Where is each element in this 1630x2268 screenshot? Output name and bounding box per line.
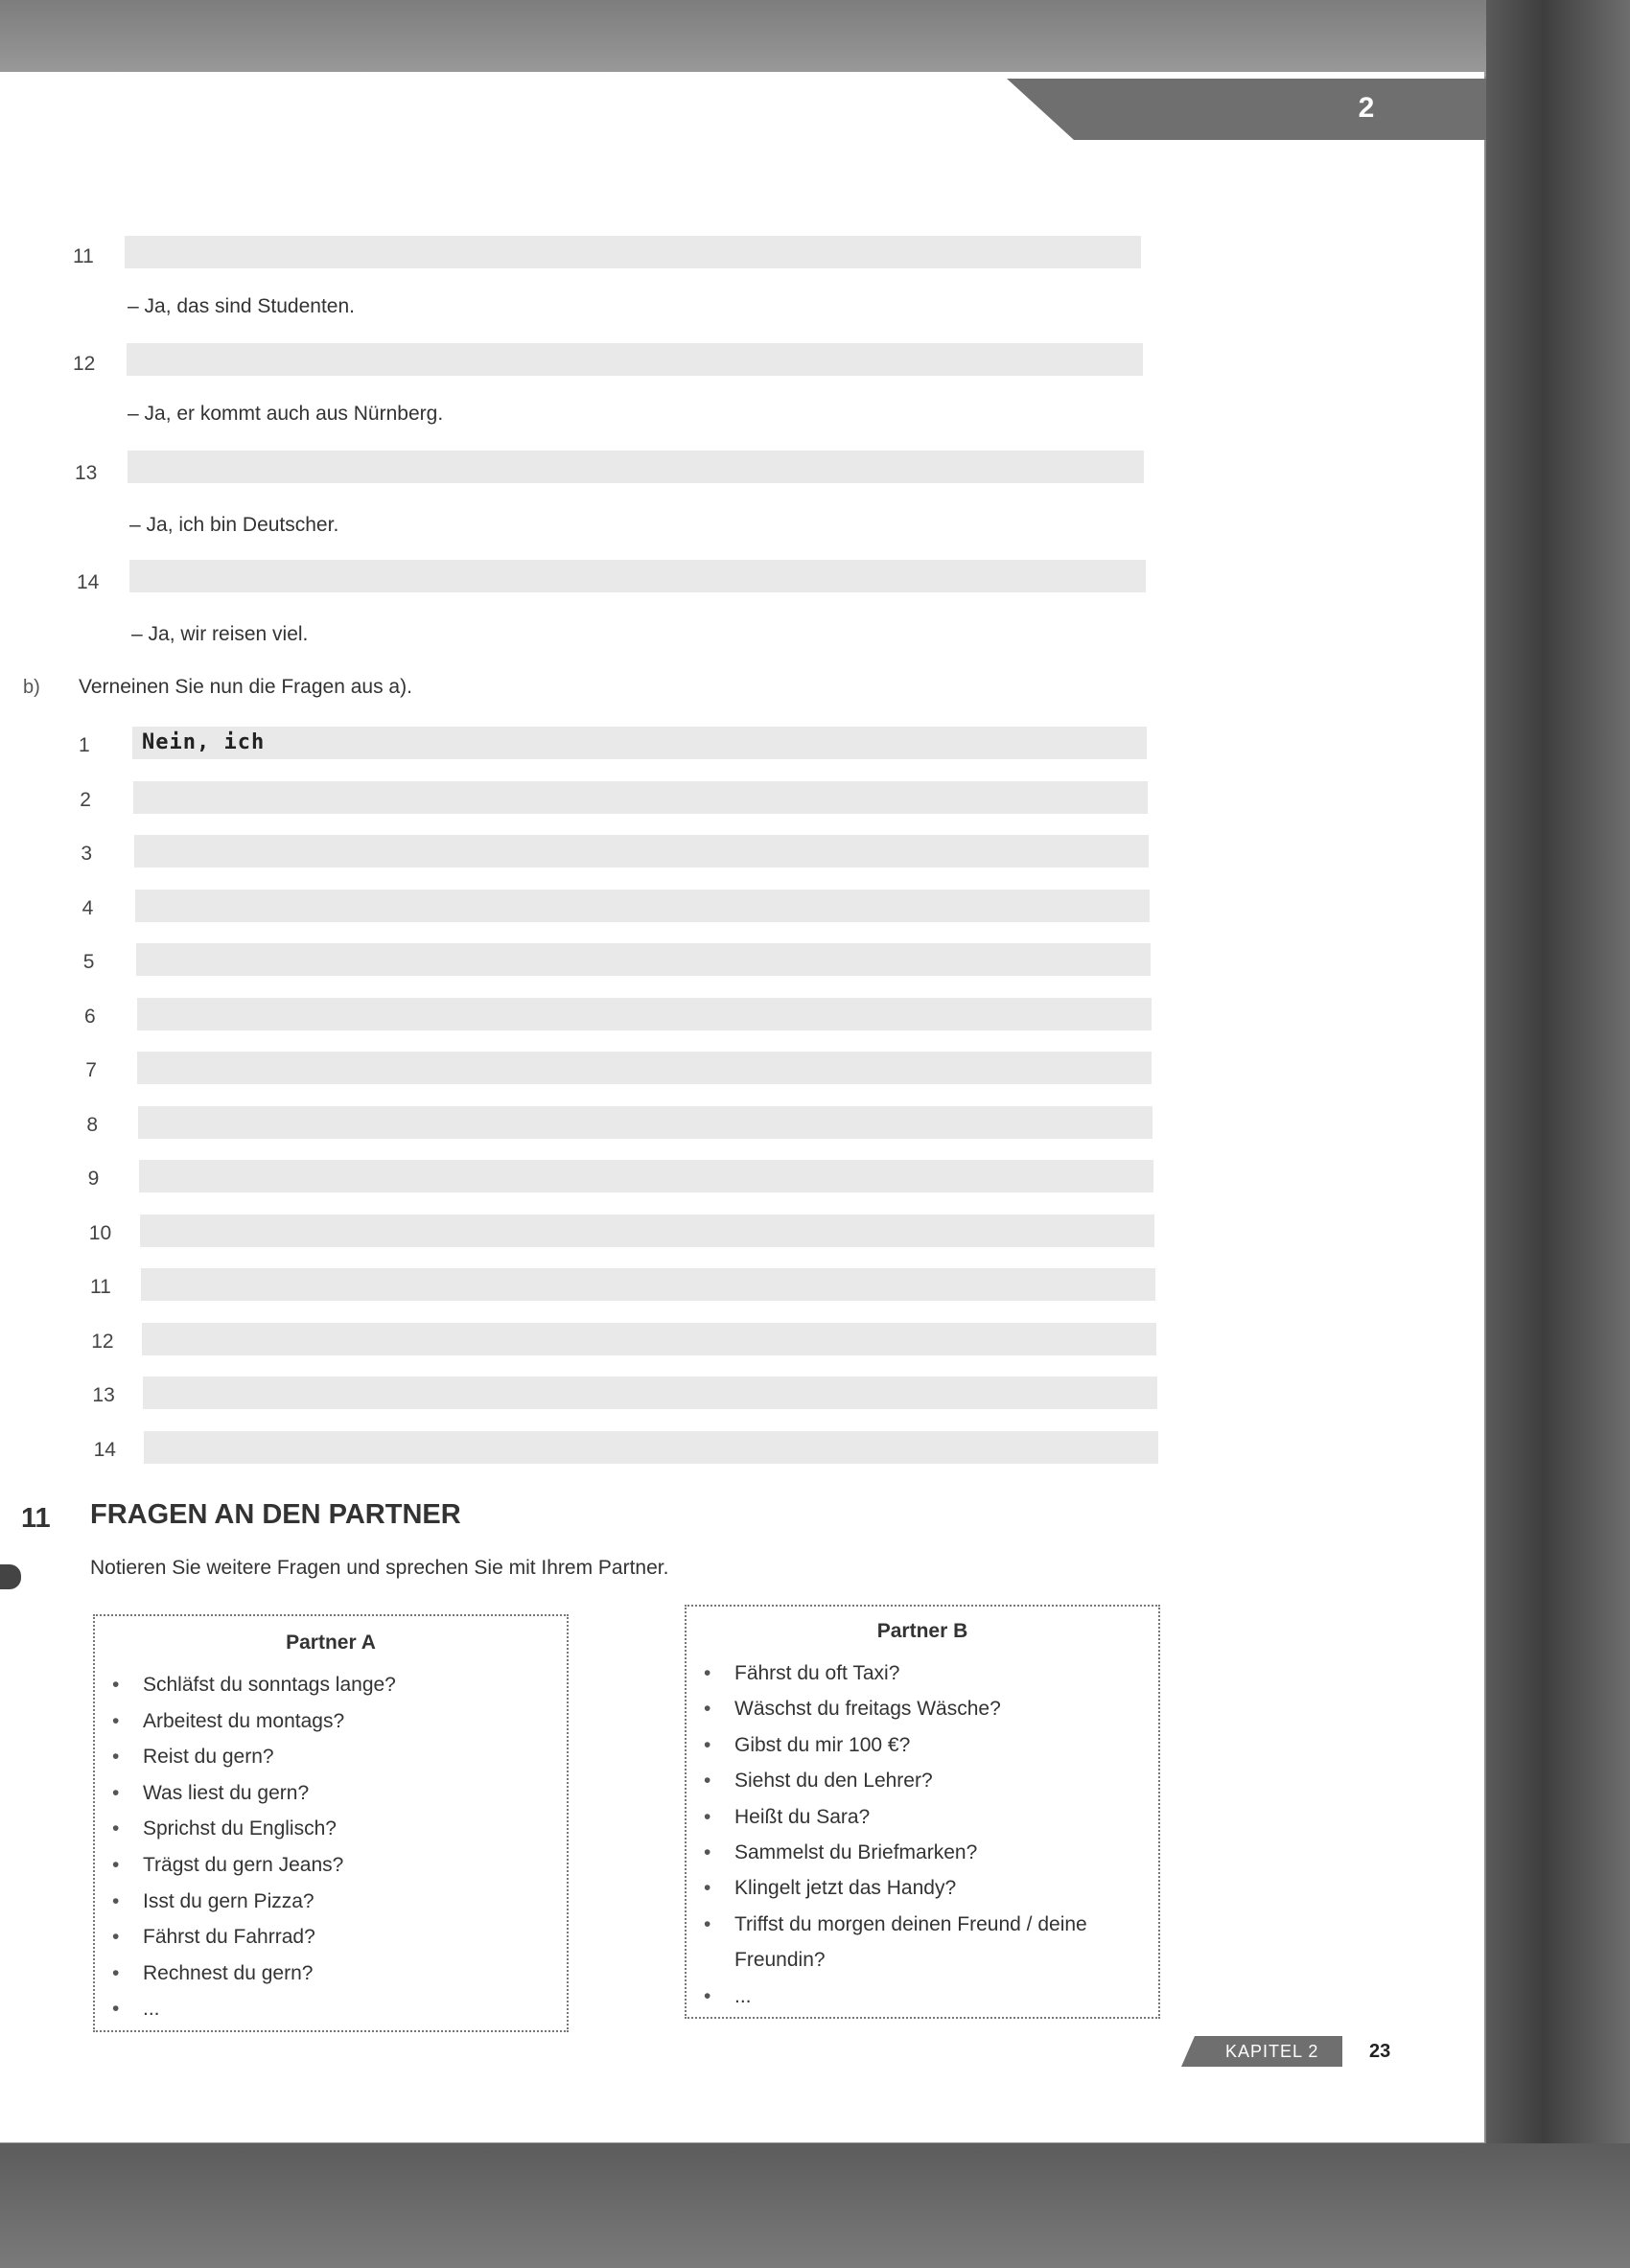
question-text: Fährst du Fahrrad? xyxy=(143,1926,315,1949)
part-b-answer-line[interactable] xyxy=(139,1160,1153,1192)
question-text: Trägst du gern Jeans? xyxy=(143,1854,344,1876)
partner-question-item xyxy=(704,1834,977,1872)
bullet-icon: • xyxy=(112,1854,120,1876)
question-text: Fährst du oft Taxi? xyxy=(734,1662,900,1684)
question-text: ... xyxy=(143,1998,160,2021)
speaking-icon xyxy=(0,1564,21,1589)
partner-question-item xyxy=(704,1906,1087,1944)
partner-a-box xyxy=(93,1614,569,2032)
section-instruction: Notieren Sie weitere Fragen und sprechen Sie mit Ihrem Partner. xyxy=(90,1557,669,1579)
handwritten-answer: Nein, ich xyxy=(142,730,266,754)
bullet-icon: • xyxy=(112,1709,120,1732)
question-text: Siehst du den Lehrer? xyxy=(734,1770,933,1793)
section-title: FRAGEN AN DEN PARTNER xyxy=(90,1499,461,1530)
part-b-item-number: 5 xyxy=(82,951,95,973)
question-text: Isst du gern Pizza? xyxy=(143,1889,314,1912)
question-text: Schläfst du sonntags lange? xyxy=(143,1674,396,1696)
given-answer: – Ja, er kommt auch aus Nürnberg. xyxy=(128,403,444,425)
bullet-icon: • xyxy=(704,1662,711,1684)
scan-shadow-bottom xyxy=(0,2143,1630,2268)
part-b-item-number: 4 xyxy=(82,896,94,919)
partner-question-item xyxy=(112,1990,160,2028)
part-b-answer-line[interactable] xyxy=(138,1106,1153,1139)
part-b-answer-line[interactable] xyxy=(142,1323,1156,1355)
answer-line[interactable] xyxy=(129,560,1146,592)
given-answer: – Ja, das sind Studenten. xyxy=(128,295,355,317)
part-b-answer-line[interactable] xyxy=(137,1052,1152,1084)
item-number: 13 xyxy=(75,462,98,484)
part-b-item-number: 11 xyxy=(90,1276,111,1298)
bullet-icon: • xyxy=(704,1770,711,1793)
section-number: 11 xyxy=(21,1503,51,1534)
partner-question-item xyxy=(112,1883,314,1921)
partner-a-title: Partner A xyxy=(286,1632,376,1654)
bullet-icon: • xyxy=(112,1889,120,1912)
bullet-icon: • xyxy=(112,1781,120,1804)
bullet-icon: • xyxy=(112,1674,120,1696)
partner-question-item xyxy=(704,1978,752,2016)
chapter-corner-number: 2 xyxy=(1358,92,1375,124)
answer-line[interactable] xyxy=(128,451,1144,483)
question-text: ... xyxy=(734,1984,752,2007)
item-number: 12 xyxy=(73,353,96,375)
question-text: Arbeitest du montags? xyxy=(143,1709,345,1732)
part-b-item-number: 6 xyxy=(84,1005,96,1028)
part-b-label: b) xyxy=(23,677,40,698)
partner-question-item xyxy=(704,1655,899,1693)
partner-question-item xyxy=(112,1702,344,1741)
part-b-answer-line[interactable] xyxy=(134,835,1149,868)
bullet-icon: • xyxy=(704,1733,711,1756)
question-text: Was liest du gern? xyxy=(143,1781,310,1804)
question-text: Klingelt jetzt das Handy? xyxy=(734,1877,957,1900)
part-b-item-number: 10 xyxy=(88,1221,112,1244)
part-b-item-number: 7 xyxy=(85,1059,97,1081)
part-b-item-number: 13 xyxy=(92,1384,115,1406)
partner-question-item xyxy=(704,1762,933,1800)
question-text: Wäschst du freitags Wäsche? xyxy=(734,1698,1001,1721)
bullet-icon: • xyxy=(704,1841,711,1863)
question-text: Rechnest du gern? xyxy=(143,1961,314,1984)
scan-shadow-right xyxy=(1486,0,1630,2268)
bullet-icon: • xyxy=(112,1817,120,1840)
page-number: 23 xyxy=(1369,2041,1391,2062)
chapter-label: KAPITEL 2 xyxy=(1225,2042,1319,2061)
partner-b-box xyxy=(685,1605,1160,2019)
partner-question-item xyxy=(704,1941,826,1979)
bullet-icon: • xyxy=(112,1746,120,1769)
chapter-corner-tab xyxy=(1007,79,1486,140)
question-text: Triffst du morgen deinen Freund / deine xyxy=(734,1912,1087,1935)
partner-question-item xyxy=(704,1869,956,1908)
question-text: Freundin? xyxy=(734,1949,826,1972)
partner-question-item xyxy=(112,1666,396,1704)
partner-question-item xyxy=(704,1798,870,1837)
partner-question-item xyxy=(704,1726,910,1765)
partner-question-item xyxy=(704,1690,1001,1728)
answer-line[interactable] xyxy=(125,236,1141,268)
part-b-item-number: 12 xyxy=(91,1330,114,1353)
bullet-icon: • xyxy=(112,1998,120,2021)
item-number: 14 xyxy=(77,571,100,593)
part-b-item-number: 3 xyxy=(81,843,93,865)
part-b-item-number: 2 xyxy=(80,788,91,811)
question-text: Sammelst du Briefmarken? xyxy=(734,1841,978,1863)
partner-question-item xyxy=(112,1774,309,1813)
partner-question-item xyxy=(112,1918,315,1956)
part-b-item-number: 1 xyxy=(79,734,90,756)
scan-shadow-top xyxy=(0,0,1630,77)
part-b-answer-line[interactable] xyxy=(132,727,1147,759)
part-b-answer-line[interactable] xyxy=(133,781,1148,814)
question-text: Heißt du Sara? xyxy=(734,1805,871,1828)
answer-line[interactable] xyxy=(127,343,1143,376)
question-text: Reist du gern? xyxy=(143,1746,274,1769)
part-b-item-number: 8 xyxy=(86,1113,99,1136)
bullet-icon: • xyxy=(112,1961,120,1984)
part-b-answer-line[interactable] xyxy=(144,1431,1158,1464)
part-b-item-number: 14 xyxy=(93,1438,116,1461)
bullet-icon: • xyxy=(704,1912,711,1935)
partner-question-item xyxy=(112,1810,337,1848)
part-b-answer-line[interactable] xyxy=(140,1215,1154,1247)
given-answer: – Ja, ich bin Deutscher. xyxy=(129,514,339,536)
question-text: Sprichst du Englisch? xyxy=(143,1817,337,1840)
bullet-icon: • xyxy=(704,1984,711,2007)
part-b-answer-line[interactable] xyxy=(143,1377,1157,1409)
bullet-icon: • xyxy=(704,1805,711,1828)
partner-question-item xyxy=(112,1846,343,1885)
partner-question-item xyxy=(112,1955,313,1993)
part-b-answer-line[interactable] xyxy=(135,890,1150,922)
part-b-instruction: Verneinen Sie nun die Fragen aus a). xyxy=(79,676,412,698)
bullet-icon: • xyxy=(704,1698,711,1721)
part-b-answer-line[interactable] xyxy=(141,1268,1155,1301)
partner-b-title: Partner B xyxy=(876,1620,968,1642)
part-b-item-number: 9 xyxy=(87,1168,100,1190)
part-b-answer-line[interactable] xyxy=(137,998,1152,1030)
bullet-icon: • xyxy=(112,1926,120,1949)
partner-question-item xyxy=(112,1738,274,1776)
bullet-icon: • xyxy=(704,1877,711,1900)
part-b-answer-line[interactable] xyxy=(136,943,1151,976)
item-number: 11 xyxy=(73,245,94,267)
given-answer: – Ja, wir reisen viel. xyxy=(131,623,309,645)
question-text: Gibst du mir 100 €? xyxy=(734,1733,911,1756)
